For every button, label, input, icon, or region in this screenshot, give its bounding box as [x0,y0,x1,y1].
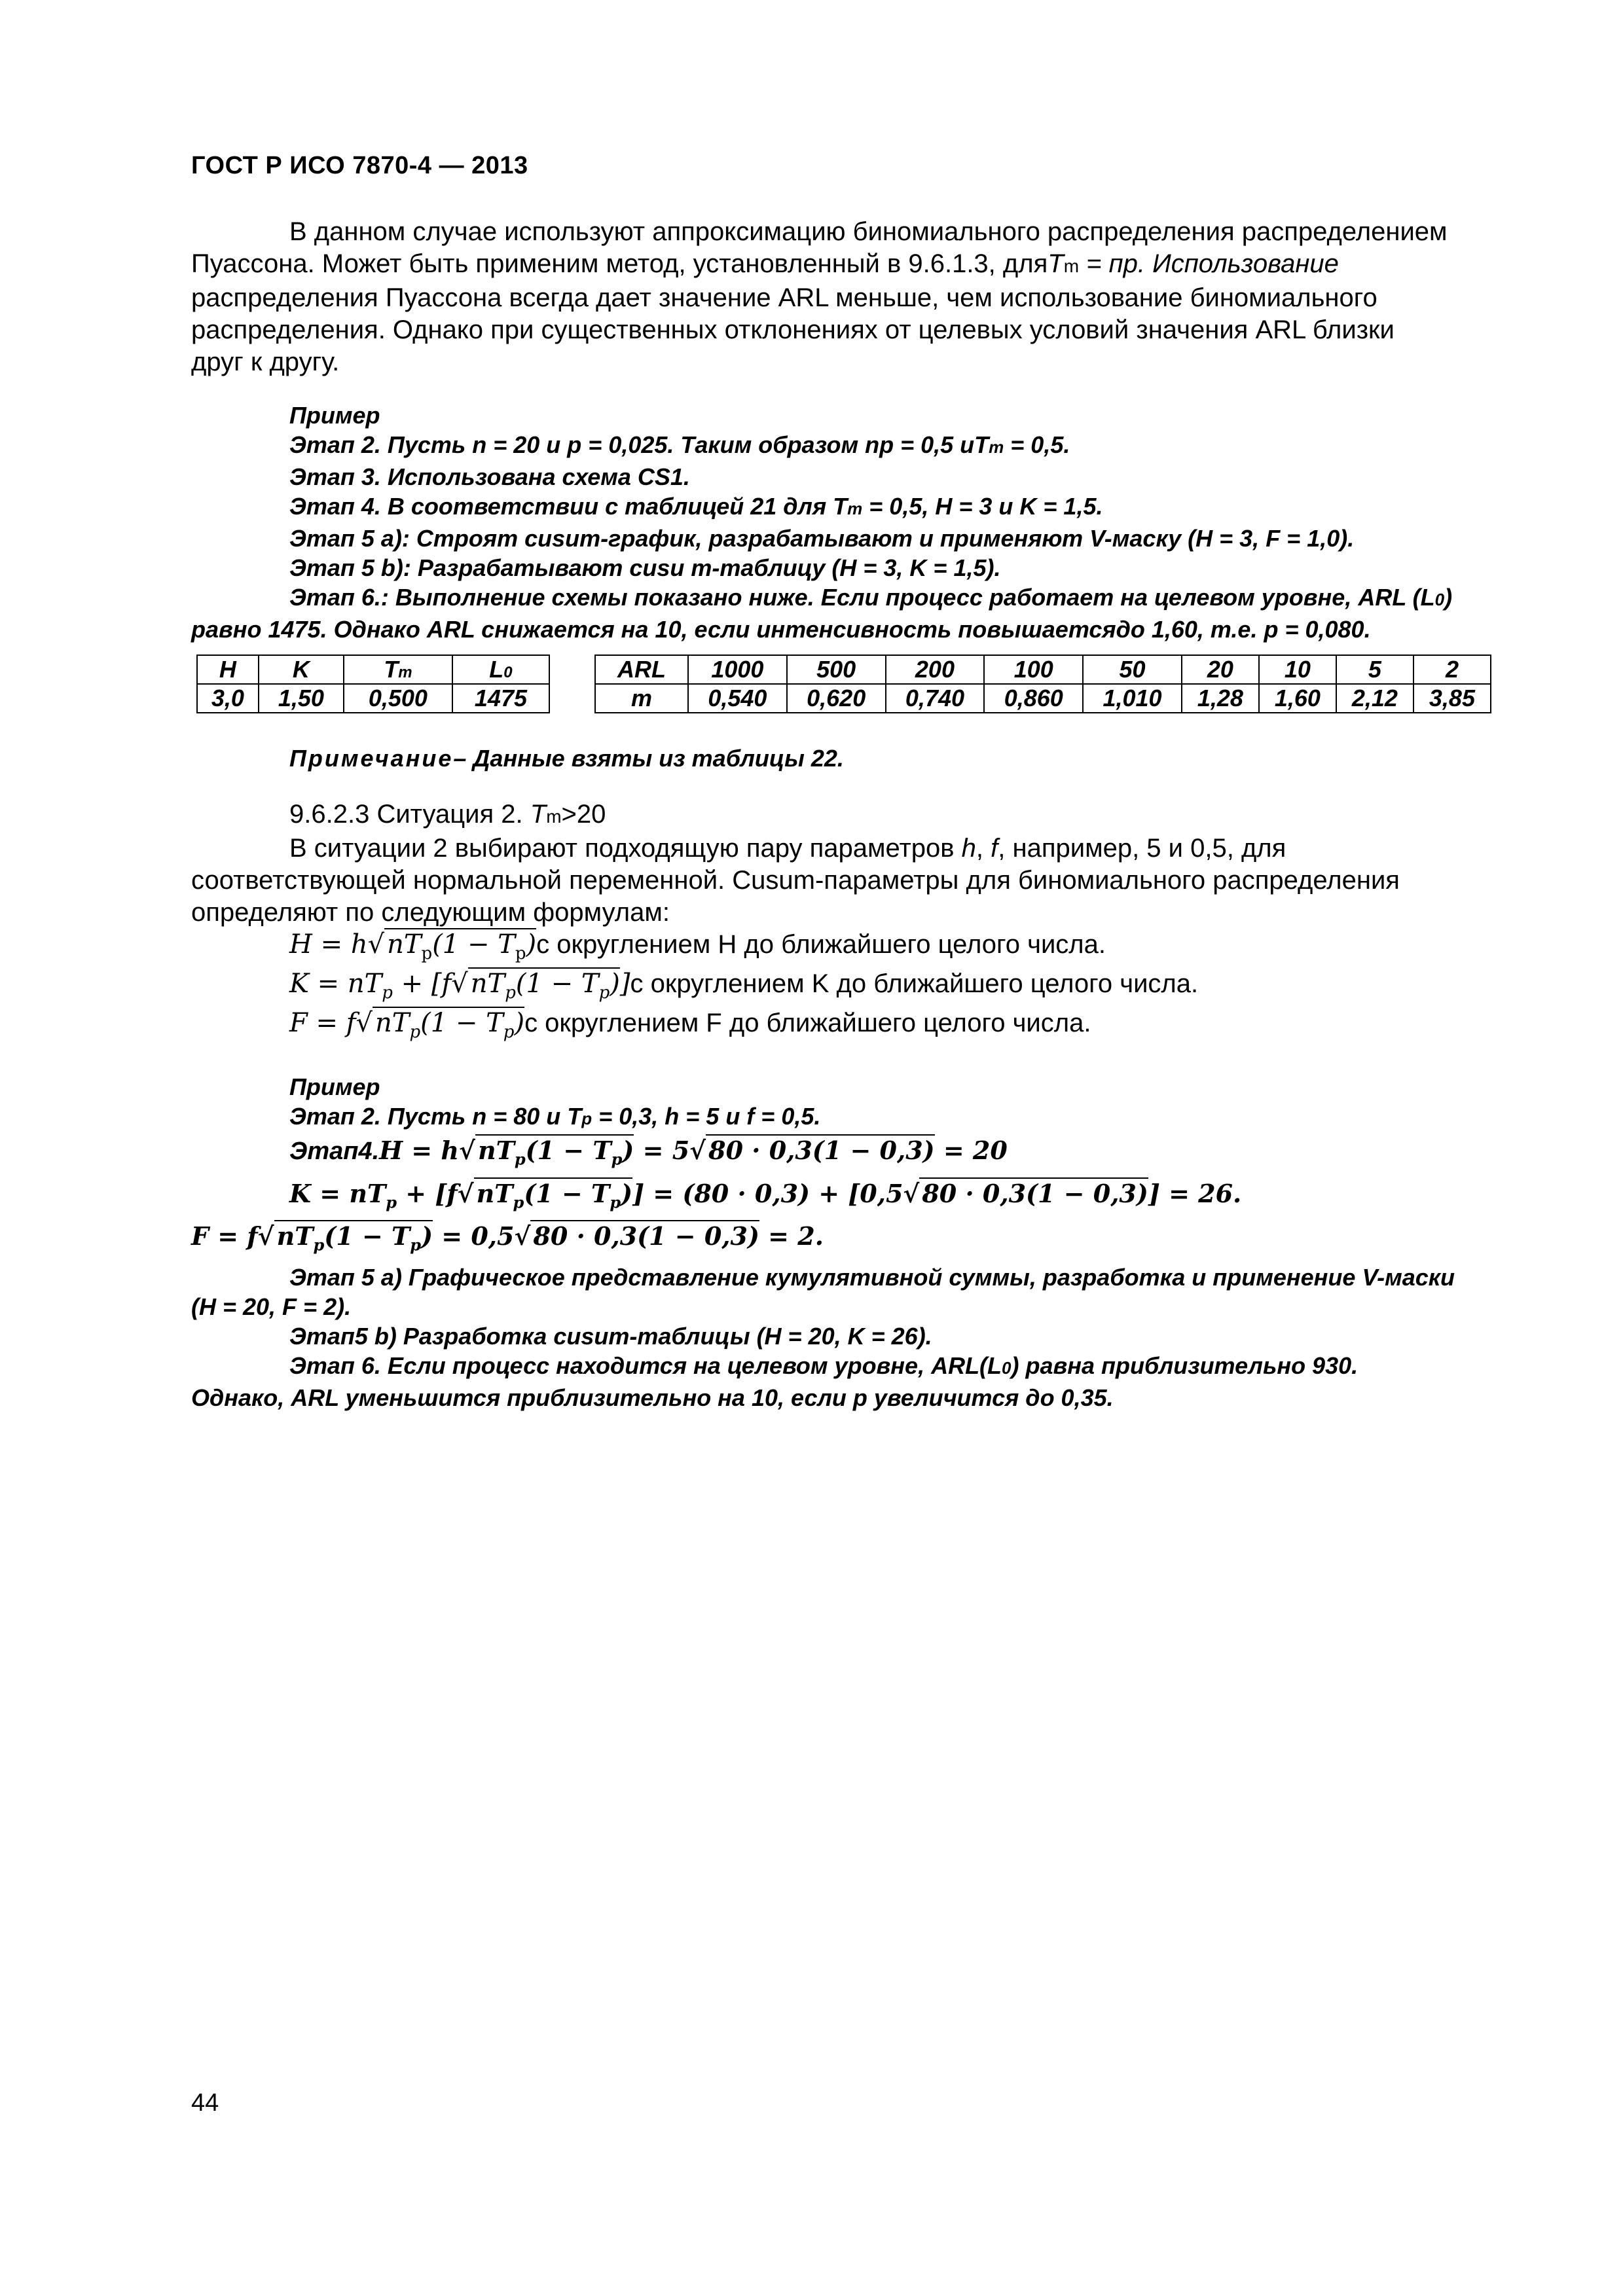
example-1-step-3: Этап 3. Использована схема CS1. [289,463,690,490]
example-2-step-6-tail: ) равна приблизительно 930. [1011,1352,1359,1379]
intro-line-2-text: Пуассона. Может быть применим метод, установленный в 9.6.1.3, для [191,249,1048,278]
parameters-table-header-row [197,655,549,684]
intro-line-2: Пуассона. Может быть применим метод, установленный в 9.6.1.3, дляTm = пр. Использование [191,249,1339,278]
m-table-cell: 0,860 [984,684,1083,713]
m-table-cell: 3,85 [1413,684,1491,713]
example-1-step-5a: Этап 5 а): Строят cusum-график, разрабатывают и применяют V-маску (H = 3, F = 1,0). [289,525,1355,552]
example-2-step-5a-cont: (H = 20, F = 2). [191,1293,352,1320]
arl-table-row-label: ARL [595,655,688,684]
formula-k-math: $K = nT_p + [f√$ $nT_p(1 - T_p)$] [289,969,630,1003]
example-2-step-2: Этап 2. Пусть n = 80 и Tp = 0,3, h = 5 и f = 0,5. [289,1103,821,1130]
intro-line-1: В данном случае используют аппроксимацию биномиального распределения распределением [289,217,1448,246]
note-text: – Данные взяты из таблицы 22. [453,745,844,772]
m-table-cell: 1,28 [1182,684,1259,713]
example-2-title: Пример [289,1073,380,1100]
m-table-row-label: m [595,684,688,713]
intro-line-4: распределения. Однако при существенных отклонениях от целевых условий значения ARL близки [191,315,1395,344]
section-line-1: В ситуации 2 выбирают подходящую пару параметров h, f, например, 5 и 0,5, для [289,834,1286,863]
formula-f [289,1008,1091,1042]
example-1-step-5b: Этап 5 b): Разрабатывают cusu m-таблицу (H = 3, K = 1,5). [289,554,1001,581]
parameters-table-cell: 3,0 [197,684,259,713]
example-2 [191,1072,1491,1412]
parameters-table-header-tm [344,655,452,684]
intro-line-3: распределения Пуассона всегда дает значение ARL меньше, чем использование биномиального [191,283,1377,312]
intro-paragraph [191,216,1491,378]
table-note [289,745,844,772]
formula-h-math: H = h√ $nT_p(1 - T_p)$ [289,929,537,963]
page-number: 44 [191,2089,219,2117]
example-2-step-6-text: Этап 6. Если процесс находится на целевом уровне, ARL(L [289,1352,1002,1379]
arl-table-row [595,655,1491,684]
section-heading-text: 9.6.2.3 Ситуация 2. [289,800,523,829]
example-1-step-4: Этап 4. В соответствии с таблицей 21 для Tm = 0,5, H = 3 и K = 1,5. [289,493,1103,520]
example-1-step-2-tail: = 0,5. [1010,431,1070,458]
example-1-step-2: Этап 2. Пусть n = 20 и p = 0,025. Таким образом np = 0,5 иTm = 0,5. [289,431,1070,458]
m-table-cell: 1,60 [1259,684,1336,713]
parameters-table-cell: 0,500 [344,684,452,713]
arl-table-cell: 5 [1336,655,1413,684]
example-1-step-6a-text: Этап 6.: Выполнение схемы показано ниже. Если процесс работает на целевом уровне, ARL (L [289,584,1435,611]
parameters-table-header-h: H [197,655,259,684]
example-1 [191,401,1491,644]
example-1-step-4-text: Этап 4. В соответствии с таблицей 21 для T [289,493,848,520]
example-2-formula-f-math: F = f√ $nT_p(1 - T_p) = 0,5√$ 80 · 0,3(1 − 0,3) = 2. [191,1221,824,1255]
arl-table-cell: 2 [1413,655,1491,684]
arl-table-cell: 50 [1083,655,1182,684]
note-label: Примечание [289,745,454,772]
intro-line-2-tail: = пр. Использование [1086,249,1339,278]
parameters-table-value-row [197,684,549,713]
section-line-1-text: В ситуации 2 выбирают подходящую пару параметров [289,834,955,863]
arl-table-cell: 10 [1259,655,1336,684]
l0-sub: 0 [503,664,513,681]
example-1-step-6a-tail: ) [1444,584,1453,611]
formula-f-text: с округлением F до ближайшего целого числа. [524,1009,1091,1037]
example-2-formula-k [191,1177,1491,1220]
example-1-title: Пример [289,402,380,429]
example-1-step-6a: Этап 6.: Выполнение схемы показано ниже. Если процесс работает на целевом уровне, ARL (L0) [289,584,1453,611]
section-line-2: соответствующей нормальной переменной. Cusum-параметры для биномиального распределения [191,866,1400,895]
example-2-step-2-tail: = 0,3, h = 5 и f = 0,5. [598,1103,821,1130]
tm-letter: T [384,656,399,683]
section-line-3: определяют по следующим формулам: [191,898,670,927]
m-table-cell: 0,540 [688,684,787,713]
arl-table-cell: 200 [886,655,985,684]
m-table-cell: 0,740 [886,684,985,713]
m-table-row [595,684,1491,713]
section-heading: 9.6.2.3 Ситуация 2. Tm>20 [289,800,606,829]
arl-table-cell: 1000 [688,655,787,684]
formula-h [289,929,1106,963]
parameters-table-header-k: K [259,655,344,684]
formula-f-math: F = f√ $nT_p(1 - T_p)$ [289,1008,525,1042]
formula-k-text: с округлением K до ближайшего целого числа. [630,969,1199,998]
example-2-step-6-cont: Однако, ARL уменьшится приблизительно на 10, если p увеличится до 0,35. [191,1384,1114,1411]
arl-table-cell: 20 [1182,655,1259,684]
section-heading-tail: >20 [561,800,606,829]
example-2-step-5a: Этап 5 a) Графическое представление кумулятивной суммы, разработка и применение V-маски [289,1263,1455,1291]
parameters-table-cell: 1,50 [259,684,344,713]
parameters-table-cell: 1475 [452,684,549,713]
m-table-cell: 2,12 [1336,684,1413,713]
intro-line-5: друг к другу. [191,348,340,376]
m-table-cell: 0,620 [787,684,886,713]
section-line-1-tail: , например, 5 и 0,5, для [998,834,1286,863]
example-1-step-6b: равно 1475. Однако ARL снижается на 10, если интенсивность повышаетсядо 1,60, т.е. р = 0,080. [191,616,1371,643]
parameters-table [196,655,550,713]
example-2-step-5b: Этап5 b) Разработка cusum-таблицы (H = 20, K = 26). [289,1322,932,1350]
formula-h-text: с округлением H до ближайшего целого числа. [536,930,1106,959]
arl-table-cell: 100 [984,655,1083,684]
example-1-step-4-tail: = 0,5, H = 3 и K = 1,5. [869,493,1103,520]
example-2-formula-f [191,1219,1491,1263]
example-2-step-2-text: Этап 2. Пусть n = 80 и T [289,1103,582,1130]
example-1-step-2-text: Этап 2. Пусть n = 20 и p = 0,025. Таким образом np = 0,5 иT [289,431,989,458]
example-2-formula-k-math: $K = nT_p + [f√$ $nT_p(1 - T_p)] = (80 \cdot 0,3) + [0,5√$ 80 · 0,3(1 − 0,3)] = 26. [289,1178,1242,1212]
document-header: ГОСТ Р ИСО 7870-4 — 2013 [191,152,528,179]
example-2-step-4 [191,1134,1491,1177]
example-2-step-4-label: Этап4. [289,1138,380,1165]
m-table-cell: 1,010 [1083,684,1182,713]
arl-table-cell: 500 [787,655,886,684]
example-2-formula-h: H = h√ $nT_p(1 - T_p) = 5√$ 80 · 0,3(1 − 0,3) = 20 [379,1136,1008,1169]
arl-table [594,655,1491,713]
l0-letter: L [489,656,504,683]
example-2-step-6: Этап 6. Если процесс находится на целевом уровне, ARL(L0) равна приблизительно 930. [289,1352,1359,1379]
section-9-6-2-3 [191,798,1491,929]
tm-sub: m [398,664,412,681]
formula-k [289,969,1198,1003]
parameters-table-header-l0 [452,655,549,684]
